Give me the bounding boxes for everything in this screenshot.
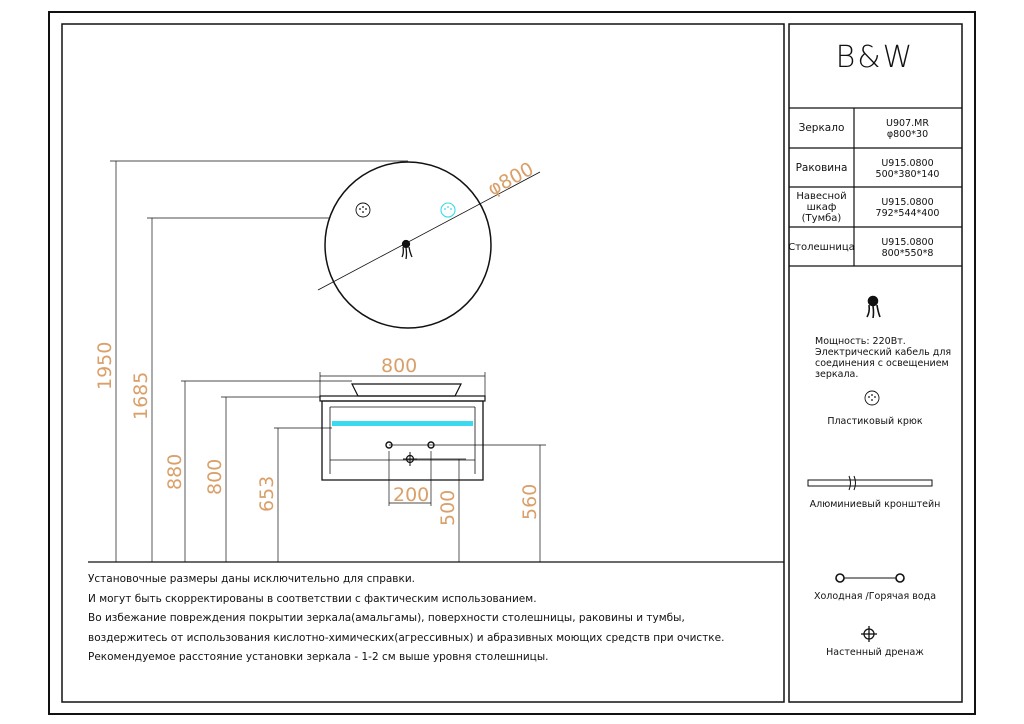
note-line: воздержитесь от использования кислотно-химических(агрессивных) и абразивных моющих средств при очистке. (88, 631, 725, 644)
installation-notes (88, 570, 778, 668)
legend-bracket-text: Алюминиевый кронштейн (809, 499, 941, 510)
spec-row-cabinet (789, 188, 961, 227)
water-outlets (386, 442, 434, 466)
legend-hook-text: Пластиковый крюк (827, 416, 923, 427)
bracket-icon (808, 476, 932, 490)
spec-value (854, 228, 961, 267)
spec-size: 792*544*400 (875, 207, 940, 219)
spec-size: 800*550*8 (881, 247, 934, 259)
spec-name: Раковина (795, 162, 848, 174)
dim-diameter: φ800 (484, 158, 538, 201)
legend-water-text: Холодная /Горячая вода (813, 591, 937, 602)
legend-drain-text: Настенный дренаж (826, 647, 924, 658)
hook-icon (865, 391, 879, 405)
spec-name: Столешница (788, 242, 855, 253)
power-cable-icon (402, 241, 412, 260)
spec-size: φ800*30 (886, 128, 929, 140)
hook-icon (356, 203, 370, 217)
dim-560: 560 (519, 483, 541, 520)
note-line: И могут быть скорректированы в соответствии с фактическим использованием. (88, 592, 537, 605)
spec-value (854, 109, 961, 148)
dim-800: 800 (204, 458, 226, 495)
power-cable-icon (867, 297, 880, 319)
dim-1950: 1950 (94, 341, 116, 390)
note-line: Во избежание повреждения покрытии зеркала(амальгамы), поверхности столешницы, раковины и тумбы, (88, 612, 685, 624)
spec-row-mirror (789, 109, 961, 148)
dim-500: 500 (437, 489, 459, 526)
brand-logo: B&W (835, 40, 915, 75)
spec-name: Зеркало (798, 122, 845, 134)
dim-880: 880 (164, 453, 186, 490)
dim-653: 653 (256, 475, 278, 512)
spec-code: U915.0800 (881, 196, 934, 208)
spec-row-sink (789, 149, 961, 188)
note-line: Установочные размеры даны исключительно для справки. (88, 573, 415, 585)
spec-size: 500*380*140 (875, 168, 940, 180)
drain-icon (861, 626, 877, 642)
dim-200: 200 (393, 484, 430, 506)
water-connection-icon (836, 574, 904, 582)
led-strip (332, 421, 473, 426)
dim-1685: 1685 (130, 371, 152, 420)
legend-light-text: Мощность: 220Вт. Электрический кабель для соединения с освещением зеркала. (815, 336, 952, 380)
spec-row-countertop (789, 228, 961, 267)
spec-value (854, 149, 961, 188)
note-line: Рекомендуемое расстояние установки зеркала - 1-2 см выше уровня столешницы. (88, 651, 549, 663)
dim-width-800: 800 (381, 355, 418, 377)
spec-name: Навесной шкаф (Тумба) (796, 191, 847, 224)
spec-code: U915.0800 (881, 236, 934, 248)
hook-icon-blue (441, 203, 455, 217)
spec-code: U915.0800 (881, 157, 934, 169)
spec-code: U907.MR (886, 117, 929, 129)
vanity (320, 384, 485, 480)
spec-value (854, 188, 961, 227)
